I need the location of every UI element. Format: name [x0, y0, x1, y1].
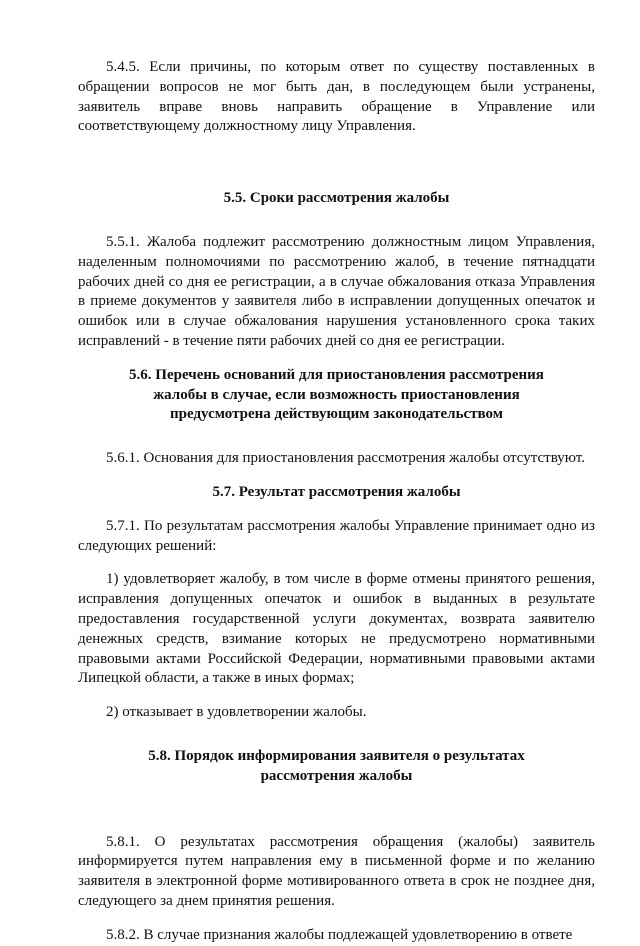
heading-5-8 — [78, 747, 595, 787]
heading-5-6 — [78, 366, 595, 425]
spacer — [78, 209, 595, 233]
heading-5-6-line-1: 5.6. Перечень оснований для приостановления рассмотрения — [129, 366, 544, 383]
spacer — [78, 912, 595, 926]
spacer — [78, 469, 595, 483]
paragraph-5-7-1: 5.7.1. По результатам рассмотрения жалобы Управление принимает одно из следующих решений: — [78, 517, 595, 554]
spacer — [78, 787, 595, 833]
spacer — [78, 556, 595, 570]
heading-5-6-line-3: предусмотрена действующим законодательством — [170, 406, 503, 423]
heading-5-8-line-1: 5.8. Порядок информирования заявителя о результатах — [148, 747, 525, 764]
spacer — [78, 137, 595, 189]
paragraph-5-8-1: 5.8.1. О результатах рассмотрения обращения (жалобы) заявитель информируется путем направления ему в письменной форме и по желанию заявителя в электронной форме мотивированного ответа в срок не позднее дня, следующего за днем принятия решения. — [78, 833, 595, 909]
paragraph-5-4-5: 5.4.5. Если причины, по которым ответ по существу поставленных в обращении вопросов не мог быть дан, в последующем были устранены, заявитель вправе вновь направить обращение в Управление или соответствующему должностному лицу Управления. — [78, 59, 595, 135]
spacer — [78, 503, 595, 517]
paragraph-5-6-1: 5.6.1. Основания для приостановления рассмотрения жалобы отсутствуют. — [106, 450, 585, 467]
spacer — [78, 723, 595, 747]
spacer — [78, 689, 595, 703]
heading-5-5: 5.5. Сроки рассмотрения жалобы — [223, 190, 450, 207]
spacer — [78, 425, 595, 449]
paragraph-5-8-2: 5.8.2. В случае признания жалобы подлежащей удовлетворению в ответе — [106, 926, 573, 943]
list-item-1: 1) удовлетворяет жалобу, в том числе в форме отмены принятого решения, исправления допущенных опечаток и ошибок в выданных в результате предоставления государственной услуги документах, возврата заявителю денежных средств, взимание которых не предусмотрено нормативными правовыми актами Российской Федерации, нормативными правовыми актами Липецкой области, а также в иных формах; — [78, 571, 595, 687]
heading-5-7: 5.7. Результат рассмотрения жалобы — [212, 483, 461, 500]
list-item-2: 2) отказывает в удовлетворении жалобы. — [106, 704, 367, 721]
heading-5-6-line-2: жалобы в случае, если возможность приостановления — [153, 386, 520, 403]
paragraph-5-5-1: 5.5.1. Жалоба подлежит рассмотрению должностным лицом Управления, наделенным полномочиями по рассмотрению жалоб, в течение пятнадцати рабочих дней со дня ее регистрации, а в случае обжалования отказа Управления в приеме документов у заявителя либо в исправлении допущенных опечаток и ошибок или в случае обжалования нарушения установленного срока таких исправлений - в течение пяти рабочих дней со дня ее регистрации. — [78, 233, 595, 349]
spacer — [78, 352, 595, 366]
heading-5-8-line-2: рассмотрения жалобы — [260, 767, 413, 784]
